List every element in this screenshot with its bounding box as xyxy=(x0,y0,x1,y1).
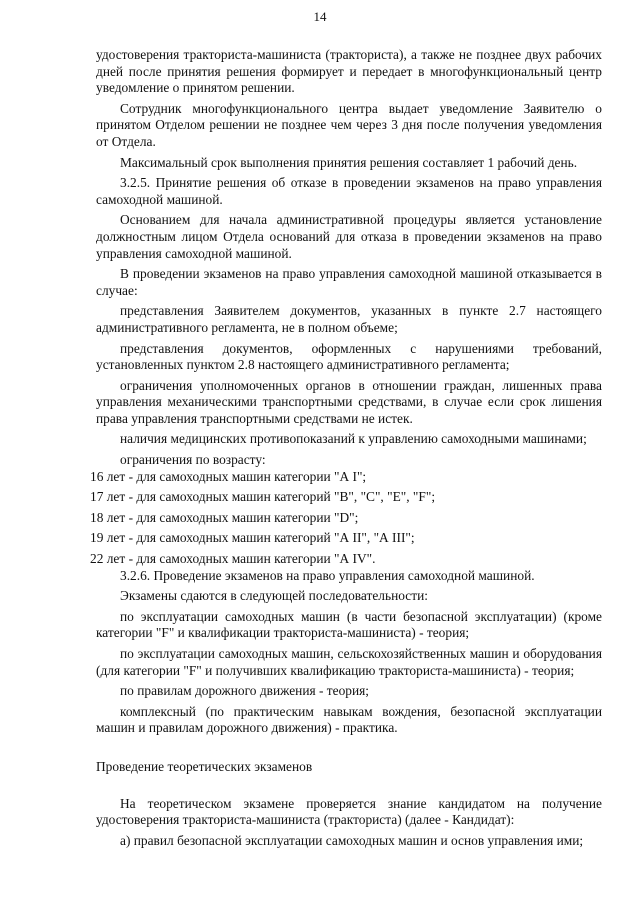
age-limit-item: 19 лет - для самоходных машин категорий "А II", "А III"; xyxy=(90,530,415,546)
list-item: ограничения уполномоченных органов в отношении граждан, лишенных права управления механическими транспортными средствами, в случае если срок лишения права управления транспортными средствами не истек. xyxy=(96,377,602,426)
list-item: по правилам дорожного движения - теория; xyxy=(120,683,370,699)
age-limit-item: 16 лет - для самоходных машин категории "А I"; xyxy=(90,468,367,484)
age-limit-item: 22 лет - для самоходных машин категории "А IV". xyxy=(90,551,376,567)
paragraph: удостоверения тракториста-машиниста (тракториста), а также не позднее двух рабочих дней после принятия решения формирует и передает в многофункциональный центр уведомление о принятом решении. xyxy=(96,47,602,96)
list-item: представления документов, оформленных с нарушениями требований, установленных пунктом 2.8 настоящего административного регламента; xyxy=(96,340,602,373)
list-item: наличия медицинских противопоказаний к управлению самоходными машинами; xyxy=(120,431,587,447)
list-item: представления Заявителем документов, указанных в пункте 2.7 настоящего административного регламента, не в полном объеме; xyxy=(96,303,602,335)
subsection-title: 3.2.6. Проведение экзаменов на право управления самоходной машиной. xyxy=(120,567,535,583)
list-item: по эксплуатации самоходных машин, сельскохозяйственных машин и оборудования (для категории "F" и получивших квалификацию тракториста-машиниста) - теория; xyxy=(96,646,602,678)
age-limit-item: 18 лет - для самоходных машин категории "D"; xyxy=(90,509,359,525)
paragraph: Экзамены сдаются в следующей последовательности: xyxy=(120,588,428,604)
subsection-title: 3.2.5. Принятие решения об отказе в проведении экзаменов на право управления самоходной машиной. xyxy=(96,175,602,207)
age-limit-item: 17 лет - для самоходных машин категорий "В", "С", "Е", "F"; xyxy=(90,489,436,505)
paragraph: Максимальный срок выполнения принятия решения составляет 1 рабочий день. xyxy=(120,154,578,170)
list-item: по эксплуатации самоходных машин (в части безопасной эксплуатации) (кроме категории "F" и квалификации тракториста-машиниста) - теория; xyxy=(96,608,602,641)
paragraph: На теоретическом экзамене проверяется знание кандидатом на получение удостоверения тракториста-машиниста (тракториста) (далее - Кандидат): xyxy=(96,795,602,828)
paragraph: Сотрудник многофункционального центра выдает уведомление Заявителю о принятом Отделом решении не позднее чем через 3 дня после получения уведомления от Отдела. xyxy=(96,100,602,149)
section-heading: Проведение теоретических экзаменов xyxy=(96,758,313,774)
paragraph: Основанием для начала административной процедуры является установление должностным лицом Отдела оснований для отказа в проведении экзаменов на право управления самоходной машиной. xyxy=(96,212,602,261)
list-item: ограничения по возрасту: xyxy=(120,452,266,468)
list-item: комплексный (по практическим навыкам вождения, безопасной эксплуатации машин и правилам дорожного движения) - практика. xyxy=(96,703,602,736)
paragraph: В проведении экзаменов на право управления самоходной машиной отказывается в случае: xyxy=(96,266,602,298)
page-number: 14 xyxy=(313,9,327,24)
list-item: а) правил безопасной эксплуатации самоходных машин и основ управления ими; xyxy=(120,832,584,848)
text-column xyxy=(90,47,602,849)
